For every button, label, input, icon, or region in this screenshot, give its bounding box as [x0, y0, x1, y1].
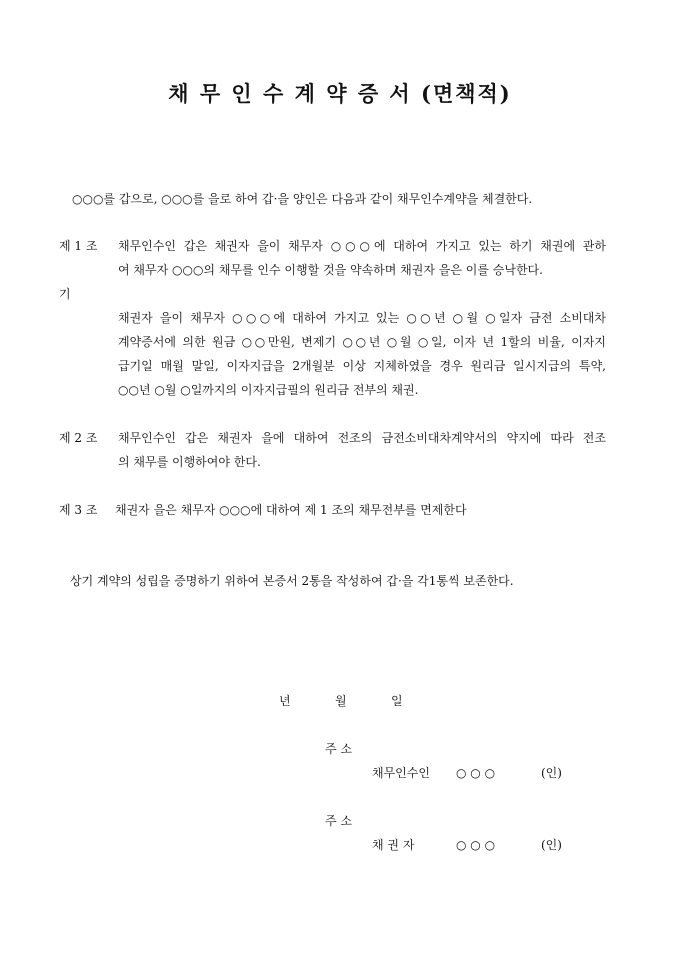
signature-2-seal: (인): [541, 838, 562, 852]
claim-line-4: ○○년 ○월 ○일까지의 이자지급필의 원리금 전부의 채권.: [118, 383, 419, 397]
article-2-line-1: 채무인수인 갑은 채권자 을에 대하여 전조의 금전소비대차계약서의 약지에 따라 전조: [118, 431, 606, 445]
claim-line-1: 채권자 을이 채무자 ○○○에 대하여 가지고 있는 ○○년 ○월 ○일자 금전 소비대차: [118, 311, 606, 325]
signature-2-name: ○ ○ ○: [456, 838, 496, 852]
signature-1-address-label: 주 소: [325, 742, 352, 756]
signature-2-role: 채 권 자: [372, 838, 415, 852]
claim-line-3: 급기일 매월 말일, 이자지급을 2개월분 이상 지체하였을 경우 원리금 일시지급의 특약,: [118, 359, 606, 373]
signature-1-name: ○ ○ ○: [456, 766, 496, 780]
article-1-line-1: 채무인수인 갑은 채권자 을이 채무자 ○○○에 대하여 가지고 있는 하기 채권에 관하: [118, 239, 606, 253]
signature-2-address-label: 주 소: [325, 814, 352, 828]
article-1-label: 제 1 조: [59, 239, 98, 253]
date-day: 일: [391, 694, 403, 708]
document-title: 채 무 인 수 계 약 증 서 (면책적): [168, 81, 512, 106]
article-2-line-2: 의 채무를 이행하여야 한다.: [118, 455, 261, 469]
closing-paragraph: 상기 계약의 성립을 증명하기 위하여 본증서 2통을 작성하여 갑·을 각1통씩 보존한다.: [70, 574, 514, 588]
article-2-label: 제 2 조: [59, 431, 98, 445]
date-month: 월: [335, 694, 347, 708]
gi-label: 기: [59, 287, 71, 301]
article-3-label: 제 3 조: [59, 503, 98, 517]
date-year: 년: [279, 694, 291, 708]
signature-1-seal: (인): [541, 766, 562, 780]
claim-line-2: 계약증서에 의한 원금 ○○만원, 변제기 ○○년 ○월 ○일, 이자 년 1할의 비율, 이자지: [118, 335, 606, 349]
article-1-line-2: 여 채무자 ○○○의 채무를 인수 이행할 것을 약속하며 채권자 을은 이를 승낙한다.: [118, 263, 543, 277]
signature-1-role: 채무인수인: [372, 766, 430, 780]
intro-paragraph: ○○○를 갑으로, ○○○를 을로 하여 갑·을 양인은 다음과 같이 채무인수계약을 체결한다.: [72, 192, 533, 206]
article-3-line-1: 채권자 을은 채무자 ○○○에 대하여 제 1 조의 채무전부를 면제한다: [115, 503, 467, 517]
